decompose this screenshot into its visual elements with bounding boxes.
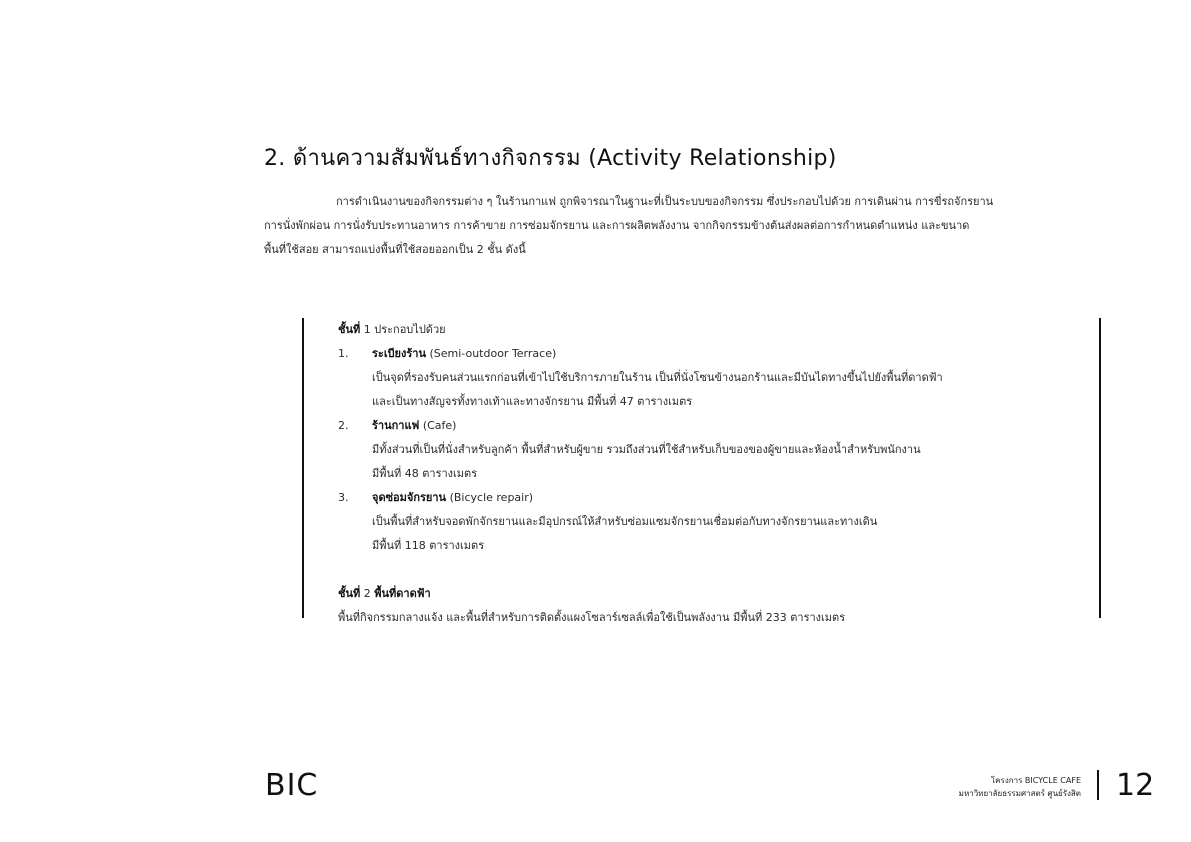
floor1-heading bbox=[338, 318, 1089, 342]
list-item-number: 1. bbox=[338, 347, 349, 360]
intro-line: การดำเนินงานของกิจกรรมต่าง ๆ ในร้านกาแฟ ถูกพิจารณาในฐานะที่เป็นระบบของกิจกรรม ซึ่งประกอบไปด้วย การเดินผ่าน การขี่รถจักรยาน bbox=[336, 195, 994, 208]
page-heading: 2. ด้านความสัมพันธ์ทางกิจกรรม (Activity Relationship) bbox=[264, 146, 837, 171]
intro-paragraph bbox=[264, 190, 1158, 262]
list-item-number: 2. bbox=[338, 419, 349, 432]
page-number: 12 bbox=[1116, 768, 1155, 803]
list-item-desc: และเป็นทางสัญจรทั้งทางเท้าและทางจักรยาน มีพื้นที่ 47 ตารางเมตร bbox=[372, 395, 693, 408]
list-item-desc: เป็นพื้นที่สำหรับจอดพักจักรยานและมีอุปกรณ์ให้สำหรับซ่อมแซมจักรยานเชื่อมต่อกับทางจักรยานและทางเดิน bbox=[372, 515, 878, 528]
intro-line: การนั่งพักผ่อน การนั่งรับประทานอาหาร การค้าขาย การซ่อมจักรยาน และการผลิตพลังงาน จากกิจกรรมข้างต้นส่งผลต่อการกำหนดตำแหน่ง และขนาด bbox=[264, 219, 970, 232]
list-item-desc: เป็นจุดที่รองรับคนส่วนแรกก่อนที่เข้าไปใช้บริการภายในร้าน เป็นที่นั่งโซนข้างนอกร้านและมีบันไดทางขึ้นไปยังพื้นที่ดาดฟ้า bbox=[372, 371, 943, 384]
floor2-heading bbox=[338, 582, 1089, 606]
list-item-title-th: ระเบียงร้าน bbox=[372, 347, 426, 360]
floor2-title: พื้นที่ดาดฟ้า bbox=[374, 587, 431, 600]
floor1-text: 1 ประกอบไปด้วย bbox=[360, 323, 446, 336]
list-item-title-th: ร้านกาแฟ bbox=[372, 419, 420, 432]
list-item-title-th: จุดซ่อมจักรยาน bbox=[372, 491, 447, 504]
footer-divider bbox=[1097, 770, 1099, 800]
floor2-label: ชั้นที่ bbox=[338, 587, 361, 600]
intro-line: พื้นที่ใช้สอย สามารถแบ่งพื้นที่ใช้สอยออกเป็น 2 ชั้น ดังนี้ bbox=[264, 243, 526, 256]
floor1-label: ชั้นที่ bbox=[338, 323, 361, 336]
list-item-title bbox=[338, 486, 1089, 510]
list-item-desc: มีพื้นที่ 118 ตารางเมตร bbox=[372, 539, 485, 552]
list-item-title-en: (Bicycle repair) bbox=[446, 491, 534, 504]
footer-project-name: โครงการ BICYCLE CAFE bbox=[990, 776, 1081, 785]
list-item-title bbox=[338, 342, 1089, 366]
floor2-number: 2 bbox=[360, 587, 375, 600]
footer-project-info bbox=[959, 774, 1081, 800]
list-item-title bbox=[338, 414, 1089, 438]
brand-logo-text: BIC bbox=[265, 768, 319, 803]
list-item-title-en: (Cafe) bbox=[419, 419, 457, 432]
list-item-title-en: (Semi-outdoor Terrace) bbox=[425, 347, 557, 360]
floor-description-box bbox=[302, 318, 1101, 624]
footer-university: มหาวิทยาลัยธรรมศาสตร์ ศูนย์รังสิต bbox=[958, 789, 1081, 798]
list-item-desc: มีทั้งส่วนที่เป็นที่นั่งสำหรับลูกค้า พื้นที่สำหรับผู้ขาย รวมถึงส่วนที่ใช้สำหรับเก็บของของผู้ขายและห้องน้ำสำหรับพนักงาน bbox=[372, 443, 921, 456]
list-item-desc: มีพื้นที่ 48 ตารางเมตร bbox=[372, 467, 478, 480]
list-item-number: 3. bbox=[338, 491, 349, 504]
spacer bbox=[338, 558, 1089, 582]
floor2-desc: พื้นที่กิจกรรมกลางแจ้ง และพื้นที่สำหรับการติดตั้งแผงโซลาร์เซลล์เพื่อใช้เป็นพลังงาน มีพื้นที่ 233 ตารางเมตร bbox=[338, 611, 846, 624]
